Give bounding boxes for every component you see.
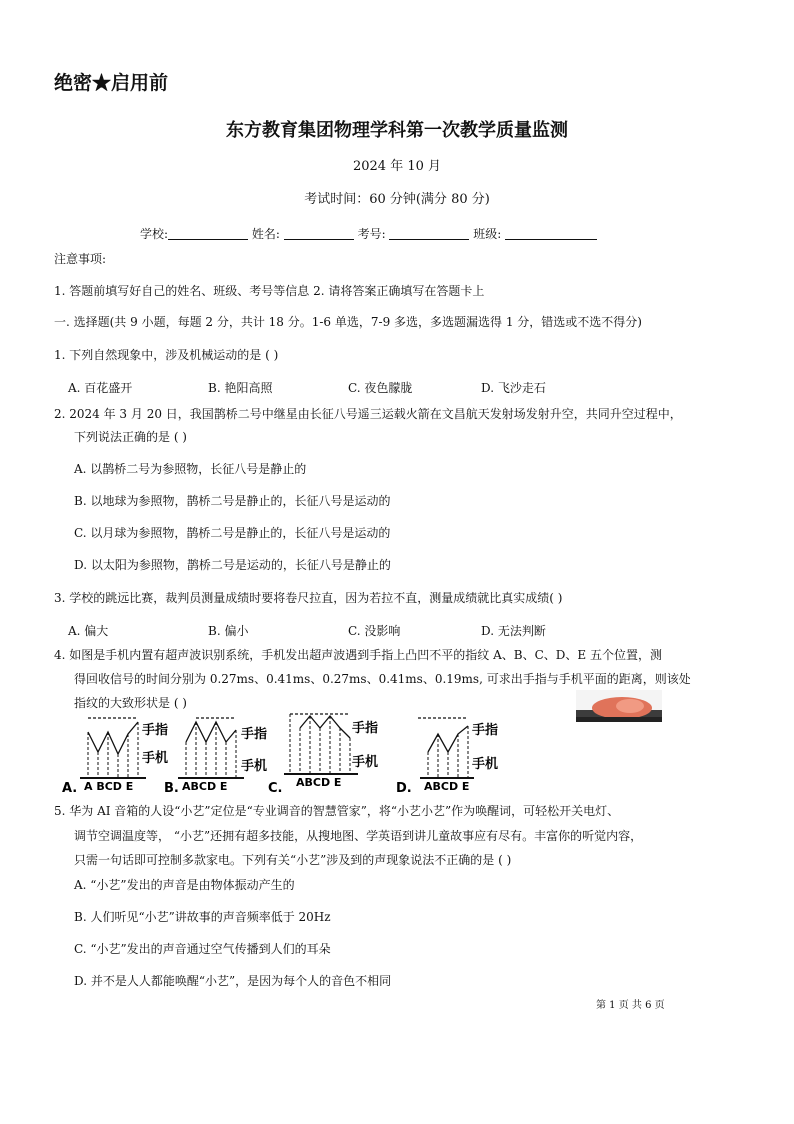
figure-b-phone-label: 手机 xyxy=(241,759,268,774)
q1-option-b[interactable]: B. 艳阳高照 xyxy=(208,381,273,395)
id-label: 考号: xyxy=(357,227,386,241)
q2-option-a[interactable]: A. 以鹊桥二号为参照物，长征八号是静止的 xyxy=(74,462,307,476)
question-5-stem-line1: 5. 华为 AI 音箱的人设“小艺”定位是“专业调音的智慧管家”，将“小艺小艺”作为唤醒词，可轻松开关电灯、 xyxy=(54,804,620,818)
notes-item: 1. 答题前填写好自己的姓名、班级、考号等信息 2. 请将答案正确填写在答题卡上 xyxy=(54,284,485,298)
q5-option-a[interactable]: A. “小艺”发出的声音是由物体振动产生的 xyxy=(74,878,295,892)
figure-d-points: ABCD E xyxy=(424,780,470,793)
figure-c[interactable] xyxy=(268,714,378,796)
q3-option-a[interactable]: A. 偏大 xyxy=(68,624,109,638)
figure-a-points: A BCD E xyxy=(84,780,134,793)
figure-b-letter: B. xyxy=(164,781,179,796)
figure-b[interactable] xyxy=(164,718,267,796)
question-4-stem-line2: 得回收信号的时间分别为 0.27ms、0.41ms、0.27ms、0.41ms、0.19ms, 可求出手指与手机平面的距离，则该处 xyxy=(74,672,691,686)
school-label: 学校: xyxy=(140,227,169,241)
figure-a[interactable] xyxy=(62,718,168,796)
q3-option-b[interactable]: B. 偏小 xyxy=(208,624,249,638)
class-label: 班级: xyxy=(473,227,502,241)
q3-option-d[interactable]: D. 无法判断 xyxy=(481,624,546,638)
figure-d-letter: D. xyxy=(396,781,412,796)
question-4-stem-line1: 4. 如图是手机内置有超声波识别系统，手机发出超声波遇到手指上凸凹不平的指纹 A、B、C、D、E 五个位置，测 xyxy=(54,648,662,662)
question-5-stem-line3: 只需一句话即可控制多款家电。下列有关“小艺”涉及到的声现象说法不正确的是 ( ) xyxy=(74,853,512,867)
figure-a-letter: A. xyxy=(62,781,78,796)
figure-c-points: ABCD E xyxy=(296,776,342,789)
figure-c-letter: C. xyxy=(268,781,283,796)
exam-time: 考试时间：60 分钟(满分 80 分) xyxy=(304,192,490,207)
figure-c-phone-label: 手机 xyxy=(352,755,379,770)
q5-option-c[interactable]: C. “小艺”发出的声音通过空气传播到人们的耳朵 xyxy=(74,942,331,956)
fingerprint-figures xyxy=(62,712,662,797)
figure-b-finger-label: 手指 xyxy=(241,727,268,742)
id-blank[interactable] xyxy=(389,227,469,240)
question-4-stem-line3: 指纹的大致形状是 ( ) xyxy=(74,696,187,710)
q2-option-b[interactable]: B. 以地球为参照物，鹊桥二号是静止的，长征八号是运动的 xyxy=(74,494,391,508)
page-number: 第 1 页 共 6 页 xyxy=(596,1000,665,1011)
figure-d-phone-label: 手机 xyxy=(472,757,499,772)
question-2-stem-line2: 下列说法正确的是 ( ) xyxy=(74,430,187,444)
figure-c-finger-label: 手指 xyxy=(352,721,379,736)
figure-b-points: ABCD E xyxy=(182,780,228,793)
q1-option-d[interactable]: D. 飞沙走石 xyxy=(481,381,546,395)
confidential-mark: 绝密★启用前 xyxy=(54,72,169,94)
name-blank[interactable] xyxy=(284,227,354,240)
class-blank[interactable] xyxy=(505,227,597,240)
school-blank[interactable] xyxy=(168,227,248,240)
question-5-stem-line2: 调节空调温度等， “小艺”还拥有超多技能，从搜地图、学英语到讲儿童故事应有尽有。丰富你的听觉内容， xyxy=(74,829,643,843)
question-2-stem-line1: 2. 2024 年 3 月 20 日，我国鹊桥二号中继星由长征八号遥三运载火箭在文昌航天发射场发射升空，共同升空过程中， xyxy=(54,407,682,421)
exam-date: 2024 年 10 月 xyxy=(352,159,442,174)
exam-title: 东方教育集团物理学科第一次教学质量监测 xyxy=(226,120,568,141)
figure-a-phone-label: 手机 xyxy=(142,751,169,766)
student-info-row xyxy=(140,225,597,242)
figure-a-finger-label: 手指 xyxy=(142,723,169,738)
name-label: 姓名: xyxy=(251,227,280,241)
q5-option-d[interactable]: D. 并不是人人都能唤醒“小艺”，是因为每个人的音色不相同 xyxy=(74,974,392,988)
q2-option-d[interactable]: D. 以太阳为参照物，鹊桥二号是运动的，长征八号是静止的 xyxy=(74,558,391,572)
q2-option-c[interactable]: C. 以月球为参照物，鹊桥二号是静止的，长征八号是运动的 xyxy=(74,526,391,540)
section-heading: 一. 选择题(共 9 小题，每题 2 分，共计 18 分。1-6 单选，7-9 多选，多选题漏选得 1 分，错选或不选不得分) xyxy=(54,315,642,329)
q1-option-a[interactable]: A. 百花盛开 xyxy=(68,381,133,395)
q3-option-c[interactable]: C. 没影响 xyxy=(348,624,401,638)
q1-option-c[interactable]: C. 夜色朦胧 xyxy=(348,381,413,395)
question-3-stem: 3. 学校的跳远比赛，裁判员测量成绩时要将卷尺拉直，因为若拉不直，测量成绩就比真实成绩( ) xyxy=(54,591,563,605)
question-1-stem: 1. 下列自然现象中，涉及机械运动的是 ( ) xyxy=(54,348,279,362)
notes-heading: 注意事项: xyxy=(54,252,107,266)
q5-option-b[interactable]: B. 人们听见“小艺”讲故事的声音频率低于 20Hz xyxy=(74,910,331,924)
figure-d-finger-label: 手指 xyxy=(472,723,499,738)
figure-d[interactable] xyxy=(396,718,498,796)
